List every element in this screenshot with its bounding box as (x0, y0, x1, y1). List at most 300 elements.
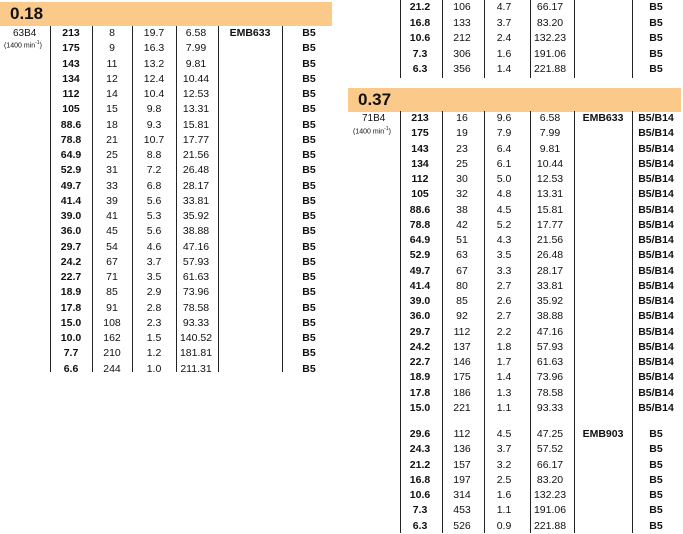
cell-torque: 47.25 (536, 428, 564, 440)
cell-output-speed: 49.7 (60, 179, 82, 192)
column-divider (484, 111, 485, 418)
cell-service-factor: 3.5 (496, 249, 512, 262)
cell-service-factor: 9.3 (146, 118, 162, 131)
cell-output-speed: 143 (62, 57, 80, 70)
cell-torque: 26.48 (536, 249, 564, 262)
cell-output-speed: 17.8 (60, 301, 82, 314)
cell-service-factor: 13.2 (143, 57, 165, 70)
cell-ratio: 33 (106, 179, 118, 192)
cell-mounting: B5 (302, 118, 316, 131)
cell-ratio: 9 (109, 42, 115, 55)
cell-service-factor: 2.5 (496, 473, 512, 486)
column-divider (632, 418, 633, 533)
cell-service-factor: 5.6 (146, 194, 162, 207)
cell-mounting: B5/B14 (638, 173, 674, 185)
cell-ratio: 8 (109, 27, 115, 39)
cell-torque: 93.33 (536, 401, 564, 414)
cell-torque: 73.96 (536, 371, 564, 384)
cell-mounting: B5/B14 (638, 234, 674, 246)
cell-mounting: B5/B14 (638, 203, 674, 216)
column-divider (50, 26, 51, 372)
cell-ratio: 108 (103, 316, 121, 329)
cell-mounting: B5 (302, 286, 316, 299)
cell-mounting: B5 (302, 27, 316, 39)
cell-torque: 83.20 (536, 16, 564, 29)
cell-mounting: B5 (302, 210, 316, 222)
cell-torque: 78.58 (536, 386, 564, 399)
column-divider (632, 111, 633, 418)
cell-ratio: 38 (456, 203, 468, 216)
column-divider (484, 418, 485, 533)
cell-mounting: B5 (302, 88, 316, 100)
cell-torque: 47.16 (182, 240, 210, 253)
cell-mounting: B5 (649, 519, 663, 532)
cell-ratio: 31 (106, 164, 118, 177)
column-divider (632, 0, 633, 78)
cell-ratio: 71 (106, 271, 118, 283)
cell-torque: 28.17 (182, 179, 210, 192)
motor-speed-note: (1400 $\min^{-1}$) (4, 40, 42, 50)
cell-service-factor: 3.7 (146, 255, 162, 268)
cell-torque: 35.92 (182, 210, 210, 222)
cell-torque: 132.23 (533, 489, 567, 501)
cell-service-factor: 1.6 (496, 47, 512, 60)
cell-service-factor: 4.7 (496, 1, 512, 13)
cell-ratio: 91 (106, 301, 118, 314)
cell-mounting: B5/B14 (638, 401, 674, 414)
cell-service-factor: 2.6 (496, 295, 512, 307)
cell-mounting: B5 (302, 225, 316, 238)
cell-torque: 15.81 (182, 118, 210, 131)
cell-mounting: B5 (302, 72, 316, 85)
cell-output-speed: 18.9 (60, 286, 82, 299)
cell-service-factor: 1.2 (146, 347, 162, 360)
cell-mounting: B5 (302, 255, 316, 268)
cell-output-speed: 39.0 (60, 210, 82, 222)
cell-output-speed: 134 (411, 157, 429, 170)
cell-service-factor: 5.0 (496, 173, 512, 185)
cell-torque: 73.96 (182, 286, 210, 299)
column-divider (218, 26, 219, 372)
cell-torque: 10.44 (182, 72, 210, 85)
cell-torque: 78.58 (182, 301, 210, 314)
cell-output-speed: 36.0 (409, 310, 431, 323)
cell-torque: 28.17 (536, 264, 564, 277)
cell-ratio: 14 (106, 88, 118, 100)
cell-mounting: B5 (649, 1, 663, 13)
cell-ratio: 21 (106, 133, 118, 146)
cell-mounting: B5 (302, 332, 316, 344)
cell-torque: 181.81 (179, 347, 213, 360)
cell-output-speed: 6.3 (412, 519, 428, 532)
cell-output-speed: 24.3 (409, 443, 431, 456)
column-divider (400, 111, 401, 418)
cell-output-speed: 52.9 (409, 249, 431, 262)
cell-ratio: 157 (453, 458, 471, 471)
cell-torque: 61.63 (536, 356, 564, 368)
cell-service-factor: 1.8 (496, 340, 512, 353)
cell-service-factor: 16.3 (143, 42, 165, 55)
cell-torque: 33.81 (536, 279, 564, 292)
cell-torque: 57.93 (182, 255, 210, 268)
cell-output-speed: 29.7 (60, 240, 82, 253)
cell-service-factor: 6.4 (496, 142, 512, 155)
cell-output-speed: 134 (62, 72, 80, 85)
column-divider (132, 26, 133, 372)
cell-ratio: 212 (453, 32, 471, 44)
column-divider (574, 111, 575, 418)
cell-service-factor: 2.9 (146, 286, 162, 299)
motor-type: 63B4 (13, 28, 37, 39)
cell-mounting: B5 (649, 458, 663, 471)
column-divider (400, 0, 401, 78)
cell-ratio: 25 (106, 149, 118, 161)
cell-output-speed: 41.4 (60, 194, 82, 207)
cell-torque: 6.58 (539, 112, 561, 124)
cell-ratio: 18 (106, 118, 118, 131)
cell-ratio: 175 (453, 371, 471, 384)
cell-service-factor: 2.2 (496, 325, 512, 338)
cell-service-factor: 5.3 (146, 210, 162, 222)
cell-service-factor: 9.6 (496, 112, 512, 124)
power-header-0-37 (348, 88, 681, 112)
cell-torque: 33.81 (182, 194, 210, 207)
cell-ratio: 41 (106, 210, 118, 222)
cell-service-factor: 3.5 (146, 271, 162, 283)
cell-ratio: 306 (453, 47, 471, 60)
cell-mounting: B5 (649, 428, 663, 440)
column-divider (574, 0, 575, 78)
cell-mounting: B5 (649, 16, 663, 29)
column-divider (574, 418, 575, 533)
cell-torque: 83.20 (536, 473, 564, 486)
cell-ratio: 197 (453, 473, 471, 486)
cell-mounting: B5/B14 (638, 249, 674, 262)
cell-mounting: B5 (302, 179, 316, 192)
column-divider (442, 0, 443, 78)
cell-service-factor: 2.7 (496, 310, 512, 323)
cell-ratio: 146 (453, 356, 471, 368)
cell-output-speed: 7.7 (63, 347, 79, 360)
cell-torque: 21.56 (182, 149, 210, 161)
cell-mounting: B5 (302, 347, 316, 360)
cell-torque: 7.99 (539, 127, 561, 140)
cell-service-factor: 10.4 (143, 88, 165, 100)
motor-type: 71B4 (362, 113, 386, 124)
cell-output-speed: 24.2 (60, 255, 82, 268)
cell-mounting: B5 (649, 443, 663, 456)
cell-mounting: B5 (302, 301, 316, 314)
cell-mounting: B5 (302, 57, 316, 70)
cell-torque: 38.88 (182, 225, 210, 238)
cell-ratio: 186 (453, 386, 471, 399)
cell-mounting: B5/B14 (638, 127, 674, 140)
cell-service-factor: 1.5 (146, 332, 162, 344)
cell-output-speed: 78.8 (409, 218, 431, 231)
cell-service-factor: 6.8 (146, 179, 162, 192)
cell-service-factor: 1.3 (496, 386, 512, 399)
column-divider (176, 26, 177, 372)
cell-service-factor: 3.7 (496, 16, 512, 29)
cell-ratio: 162 (103, 332, 121, 344)
cell-torque: 57.93 (536, 340, 564, 353)
cell-service-factor: 4.5 (496, 203, 512, 216)
cell-service-factor: 4.8 (496, 188, 512, 201)
cell-output-speed: 112 (62, 88, 80, 100)
column-divider (530, 418, 531, 533)
cell-ratio: 356 (453, 63, 471, 75)
cell-torque: 57.52 (536, 443, 564, 456)
cell-ratio: 12 (106, 72, 118, 85)
cell-service-factor: 1.1 (496, 504, 512, 517)
cell-output-speed: 21.2 (409, 1, 431, 13)
cell-output-speed: 21.2 (409, 458, 431, 471)
cell-output-speed: 41.4 (409, 279, 431, 292)
cell-output-speed: 16.8 (409, 16, 431, 29)
cell-ratio: 526 (453, 519, 471, 532)
cell-service-factor: 1.6 (496, 489, 512, 501)
cell-torque: 17.77 (182, 133, 210, 146)
cell-output-speed: 88.6 (409, 203, 431, 216)
cell-ratio: 221 (453, 401, 471, 414)
cell-torque: 13.31 (536, 188, 564, 201)
cell-service-factor: 7.9 (496, 127, 512, 140)
cell-mounting: B5 (302, 316, 316, 329)
cell-ratio: 63 (456, 249, 468, 262)
cell-output-speed: 7.3 (412, 504, 428, 517)
cell-ratio: 23 (456, 142, 468, 155)
cell-output-speed: 15.0 (409, 401, 431, 414)
cell-torque: 9.81 (539, 142, 561, 155)
cell-mounting: B5 (302, 133, 316, 146)
cell-torque: 221.88 (533, 519, 567, 532)
cell-ratio: 85 (106, 286, 118, 299)
cell-output-speed: 6.3 (412, 63, 428, 75)
cell-service-factor: 8.8 (146, 149, 162, 161)
cell-ratio: 67 (456, 264, 468, 277)
cell-mounting: B5 (649, 63, 663, 75)
cell-torque: 26.48 (182, 164, 210, 177)
cell-mounting: B5/B14 (638, 295, 674, 307)
cell-mounting: B5 (302, 164, 316, 177)
cell-output-speed: 64.9 (60, 149, 82, 161)
cell-ratio: 80 (456, 279, 468, 292)
column-divider (442, 418, 443, 533)
cell-reducer-model: EMB903 (582, 428, 624, 440)
cell-mounting: B5 (302, 240, 316, 253)
cell-output-speed: 29.6 (409, 428, 431, 440)
cell-ratio: 314 (453, 489, 471, 501)
cell-ratio: 19 (456, 127, 468, 140)
cell-output-speed: 29.7 (409, 325, 431, 338)
cell-torque: 61.63 (182, 271, 210, 283)
cell-torque: 15.81 (536, 203, 564, 216)
cell-mounting: B5/B14 (638, 310, 674, 323)
cell-service-factor: 4.5 (496, 428, 512, 440)
cell-ratio: 42 (456, 218, 468, 231)
cell-output-speed: 18.9 (409, 371, 431, 384)
cell-torque: 7.99 (185, 42, 207, 55)
cell-service-factor: 1.4 (496, 371, 512, 384)
column-divider (92, 26, 93, 372)
cell-torque: 66.17 (536, 458, 564, 471)
cell-output-speed: 10.6 (409, 489, 431, 501)
cell-mounting: B5/B14 (638, 325, 674, 338)
cell-torque: 191.06 (533, 47, 567, 60)
cell-torque: 38.88 (536, 310, 564, 323)
cell-output-speed: 22.7 (60, 271, 82, 283)
cell-mounting: B5 (302, 103, 316, 116)
cell-service-factor: 19.7 (143, 27, 165, 39)
cell-service-factor: 12.4 (143, 72, 165, 85)
cell-output-speed: 175 (411, 127, 429, 140)
cell-ratio: 51 (456, 234, 468, 246)
cell-service-factor: 1.4 (496, 63, 512, 75)
cell-service-factor: 1.7 (496, 356, 512, 368)
column-divider (400, 418, 401, 533)
column-divider (282, 26, 283, 372)
cell-mounting: B5/B14 (638, 264, 674, 277)
cell-output-speed: 52.9 (60, 164, 82, 177)
cell-torque: 47.16 (536, 325, 564, 338)
cell-torque: 12.53 (536, 173, 564, 185)
cell-output-speed: 213 (411, 112, 429, 124)
cell-mounting: B5/B14 (638, 371, 674, 384)
cell-ratio: 16 (456, 112, 468, 124)
cell-mounting: B5/B14 (638, 218, 674, 231)
power-header-0-18 (0, 2, 332, 26)
cell-output-speed: 22.7 (409, 356, 431, 368)
cell-mounting: B5/B14 (638, 112, 674, 124)
cell-output-speed: 88.6 (60, 118, 82, 131)
cell-mounting: B5/B14 (638, 340, 674, 353)
cell-ratio: 25 (456, 157, 468, 170)
cell-output-speed: 16.8 (409, 473, 431, 486)
cell-mounting: B5 (649, 473, 663, 486)
cell-service-factor: 2.7 (496, 279, 512, 292)
cell-torque: 191.06 (533, 504, 567, 517)
cell-ratio: 30 (456, 173, 468, 185)
cell-torque: 9.81 (185, 57, 207, 70)
cell-torque: 17.77 (536, 218, 564, 231)
cell-output-speed: 78.8 (60, 133, 82, 146)
cell-ratio: 453 (453, 504, 471, 517)
cell-ratio: 15 (106, 103, 118, 116)
cell-service-factor: 0.9 (496, 519, 512, 532)
cell-service-factor: 5.6 (146, 225, 162, 238)
cell-mounting: B5/B14 (638, 279, 674, 292)
cell-service-factor: 10.7 (143, 133, 165, 146)
cell-ratio: 32 (456, 188, 468, 201)
cell-torque: 66.17 (536, 1, 564, 13)
cell-service-factor: 6.1 (496, 157, 512, 170)
cell-service-factor: 4.6 (146, 240, 162, 253)
cell-ratio: 112 (453, 428, 471, 440)
cell-service-factor: 7.2 (146, 164, 162, 177)
cell-mounting: B5/B14 (638, 386, 674, 399)
cell-torque: 35.92 (536, 295, 564, 307)
cell-torque: 221.88 (533, 63, 567, 75)
cell-mounting: B5/B14 (638, 356, 674, 368)
cell-output-speed: 213 (62, 27, 80, 39)
cell-torque: 93.33 (182, 316, 210, 329)
cell-torque: 13.31 (182, 103, 210, 116)
cell-service-factor: 3.7 (496, 443, 512, 456)
power-label: 0.18 (10, 4, 44, 23)
cell-output-speed: 7.3 (412, 47, 428, 60)
column-divider (442, 111, 443, 418)
cell-output-speed: 24.2 (409, 340, 431, 353)
cell-output-speed: 10.6 (409, 32, 431, 44)
cell-output-speed: 6.6 (63, 362, 79, 375)
cell-output-speed: 17.8 (409, 386, 431, 399)
cell-service-factor: 2.4 (496, 32, 512, 44)
cell-service-factor: 3.3 (496, 264, 512, 277)
cell-service-factor: 2.8 (146, 301, 162, 314)
cell-mounting: B5 (649, 47, 663, 60)
cell-reducer-model: EMB633 (229, 27, 271, 39)
cell-output-speed: 36.0 (60, 225, 82, 238)
cell-ratio: 92 (456, 310, 468, 323)
cell-torque: 10.44 (536, 157, 564, 170)
cell-output-speed: 105 (411, 188, 429, 201)
cell-output-speed: 39.0 (409, 295, 431, 307)
cell-output-speed: 64.9 (409, 234, 431, 246)
cell-output-speed: 112 (411, 173, 429, 185)
column-divider (484, 0, 485, 78)
cell-service-factor: 2.3 (146, 316, 162, 329)
cell-torque: 21.56 (536, 234, 564, 246)
cell-output-speed: 105 (62, 103, 80, 116)
cell-torque: 6.58 (185, 27, 207, 39)
column-divider (530, 0, 531, 78)
cell-torque: 12.53 (182, 88, 210, 100)
cell-ratio: 210 (103, 347, 121, 360)
cell-mounting: B5 (302, 194, 316, 207)
cell-torque: 140.52 (179, 332, 213, 344)
cell-ratio: 11 (106, 57, 118, 70)
cell-ratio: 136 (453, 443, 471, 456)
cell-output-speed: 10.0 (60, 332, 82, 344)
cell-service-factor: 4.3 (496, 234, 512, 246)
cell-output-speed: 175 (62, 42, 80, 55)
cell-mounting: B5 (649, 504, 663, 517)
motor-speed-note: (1400 $\min^{-1}$) (353, 126, 391, 136)
cell-torque: 211.31 (180, 362, 212, 375)
cell-service-factor: 5.2 (496, 218, 512, 231)
cell-mounting: B5 (302, 149, 316, 161)
cell-ratio: 133 (453, 16, 471, 29)
cell-service-factor: 1.0 (146, 362, 162, 375)
cell-mounting: B5/B14 (638, 188, 674, 201)
cell-service-factor: 3.2 (496, 458, 512, 471)
cell-mounting: B5 (302, 271, 316, 283)
column-divider (530, 111, 531, 418)
cell-service-factor: 9.8 (146, 103, 162, 116)
cell-ratio: 244 (103, 362, 121, 375)
cell-ratio: 54 (106, 240, 118, 253)
cell-mounting: B5 (649, 489, 663, 501)
cell-ratio: 112 (453, 325, 471, 338)
cell-ratio: 45 (106, 225, 118, 238)
cell-reducer-model: EMB633 (582, 112, 624, 124)
cell-mounting: B5 (302, 42, 316, 55)
cell-output-speed: 143 (411, 142, 429, 155)
cell-mounting: B5/B14 (638, 142, 674, 155)
cell-ratio: 39 (106, 194, 118, 207)
cell-output-speed: 15.0 (60, 316, 82, 329)
cell-service-factor: 1.1 (496, 401, 512, 414)
